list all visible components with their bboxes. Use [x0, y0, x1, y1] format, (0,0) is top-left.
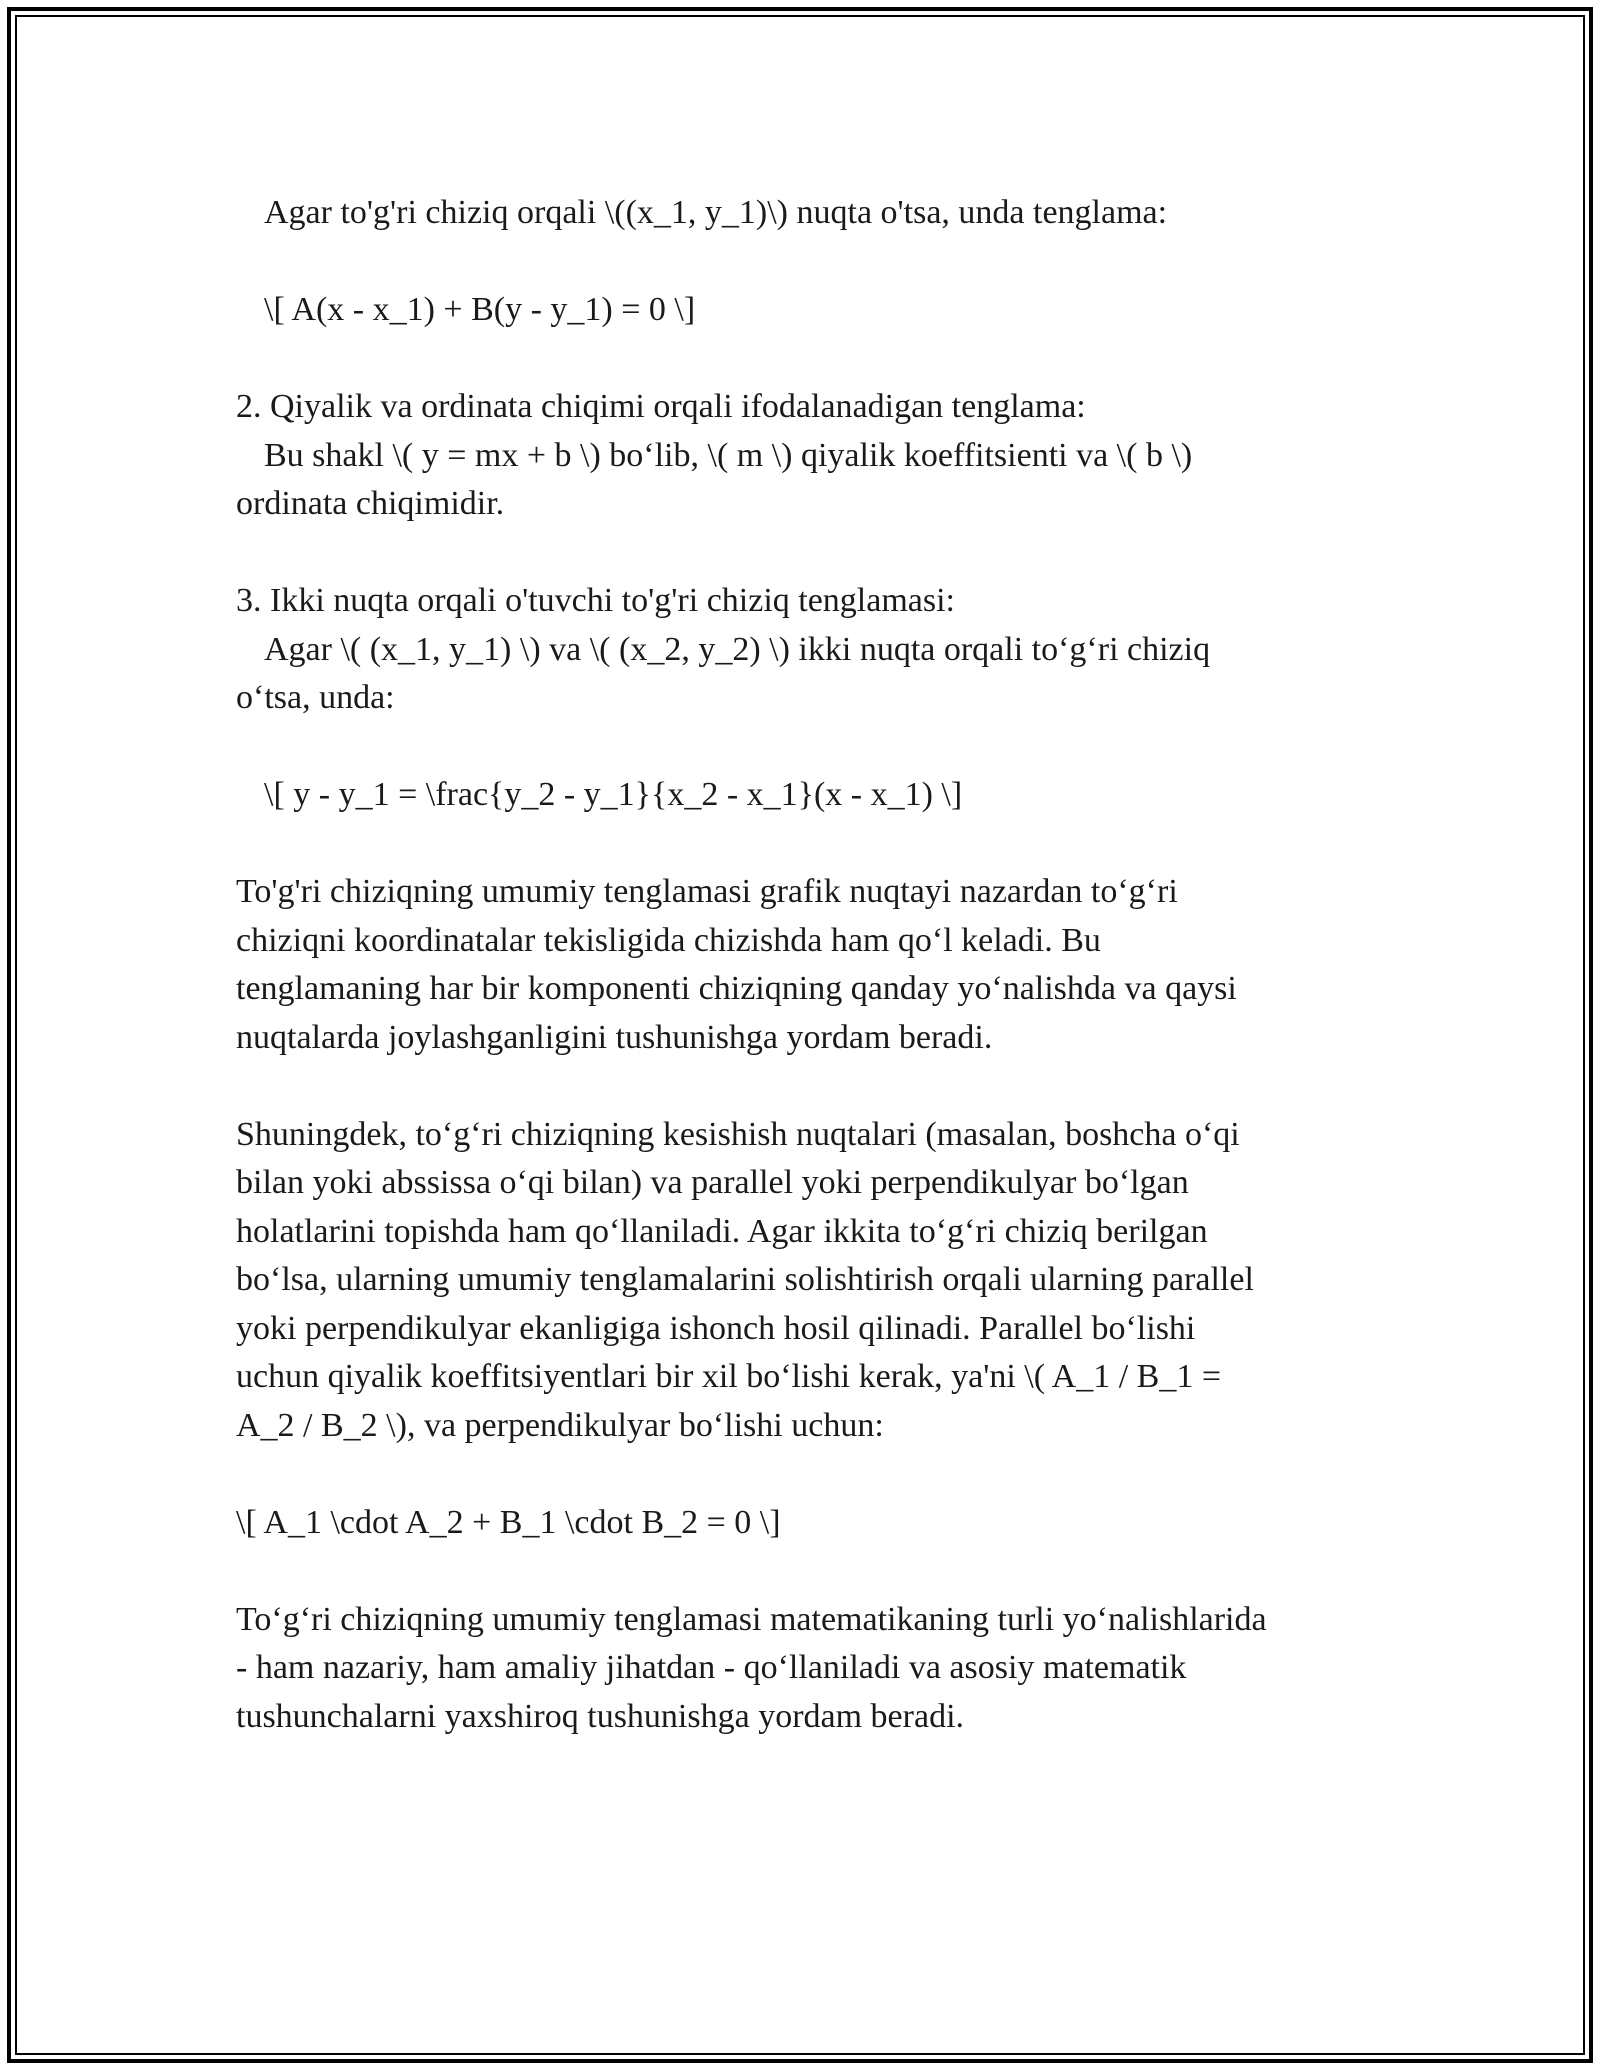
text-line: A_2 / B_2 \), va perpendikulyar bo‘lishi uchun: [236, 1406, 884, 1444]
paragraph-gap [236, 335, 1366, 384]
text-line: bo‘lsa, ularning umumiy tenglamalarini solishtirish orqali ularning parallel [236, 1261, 1254, 1298]
graphic-paragraph [236, 868, 1366, 1062]
text-line: ordinata chiqimidir. [236, 485, 505, 522]
intro-point-paragraph [236, 189, 1366, 238]
text-line: Shuningdek, to‘g‘ri chiziqning kesishish nuqtalari (masalan, boshcha o‘qi [236, 1115, 1240, 1153]
point-form-equation [236, 286, 1366, 335]
paragraph-gap [236, 529, 1366, 578]
text-line: holatlarini topishda ham qo‘llaniladi. Agar ikkita to‘g‘ri chiziq berilgan [236, 1212, 1208, 1250]
paragraph-gap [236, 238, 1366, 287]
text-line: o‘tsa, unda: [236, 679, 395, 716]
paragraph-gap [236, 1450, 1366, 1499]
text-line: Bu shakl \( y = mx + b \) bo‘lib, \( m \) qiyalik koeffitsienti va \( b \) [264, 436, 1193, 474]
two-point-equation [236, 771, 1366, 820]
intersections-paragraph [236, 1111, 1366, 1451]
text-line: bilan yoki abssissa o‘qi bilan) va parallel yoki perpendikulyar bo‘lgan [236, 1164, 1189, 1201]
text-line: yoki perpendikulyar ekanligiga ishonch hosil qilinadi. Parallel bo‘lishi [236, 1309, 1196, 1347]
section-2-slope-intercept [236, 383, 1366, 529]
section-heading: 3. Ikki nuqta orqali o'tuvchi to'g'ri chiziq tenglamasi: [236, 582, 955, 619]
paragraph-gap [236, 820, 1366, 869]
text-line: nuqtalarda joylashganligini tushunishga yordam beradi. [236, 1018, 993, 1056]
document-body [236, 189, 1366, 1741]
equation-line: \[ A_1 \cdot A_2 + B_1 \cdot B_2 = 0 \] [236, 1503, 781, 1541]
paragraph-gap [236, 1547, 1366, 1596]
text-line: Agar to'g'ri chiziq orqali \((x_1, y_1)\) nuqta o'tsa, unda tenglama: [264, 194, 1168, 231]
text-line: To‘g‘ri chiziqning umumiy tenglamasi matematikaning turli yo‘nalishlarida [236, 1600, 1267, 1638]
paragraph-gap [236, 723, 1366, 772]
equation-line: \[ y - y_1 = \frac{y_2 - y_1}{x_2 - x_1}(x - x_1) \] [264, 776, 963, 813]
perpendicular-equation [236, 1499, 1366, 1548]
text-line: - ham nazariy, ham amaliy jihatdan - qo‘llaniladi va asosiy matematik [236, 1649, 1187, 1686]
section-heading: 2. Qiyalik va ordinata chiqimi orqali ifodalanadigan tenglama: [236, 388, 1086, 425]
paragraph-gap [236, 1062, 1366, 1111]
equation-line: \[ A(x - x_1) + B(y - y_1) = 0 \] [264, 291, 696, 328]
text-line: Agar \( (x_1, y_1) \) va \( (x_2, y_2) \) ikki nuqta orqali to‘g‘ri chiziq [264, 630, 1211, 668]
text-line: chiziqni koordinatalar tekisligida chizishda ham qo‘l keladi. Bu [236, 921, 1101, 959]
section-3-two-point [236, 577, 1366, 723]
conclusion-paragraph [236, 1596, 1366, 1742]
text-line: uchun qiyalik koeffitsiyentlari bir xil bo‘lishi kerak, ya'ni \( A_1 / B_1 = [236, 1358, 1222, 1395]
text-line: To'g'ri chiziqning umumiy tenglamasi grafik nuqtayi nazardan to‘g‘ri [236, 873, 1178, 910]
text-line: tushunchalarni yaxshiroq tushunishga yordam beradi. [236, 1697, 965, 1735]
text-line: tenglamaning har bir komponenti chiziqning qanday yo‘nalishda va qaysi [236, 970, 1237, 1007]
